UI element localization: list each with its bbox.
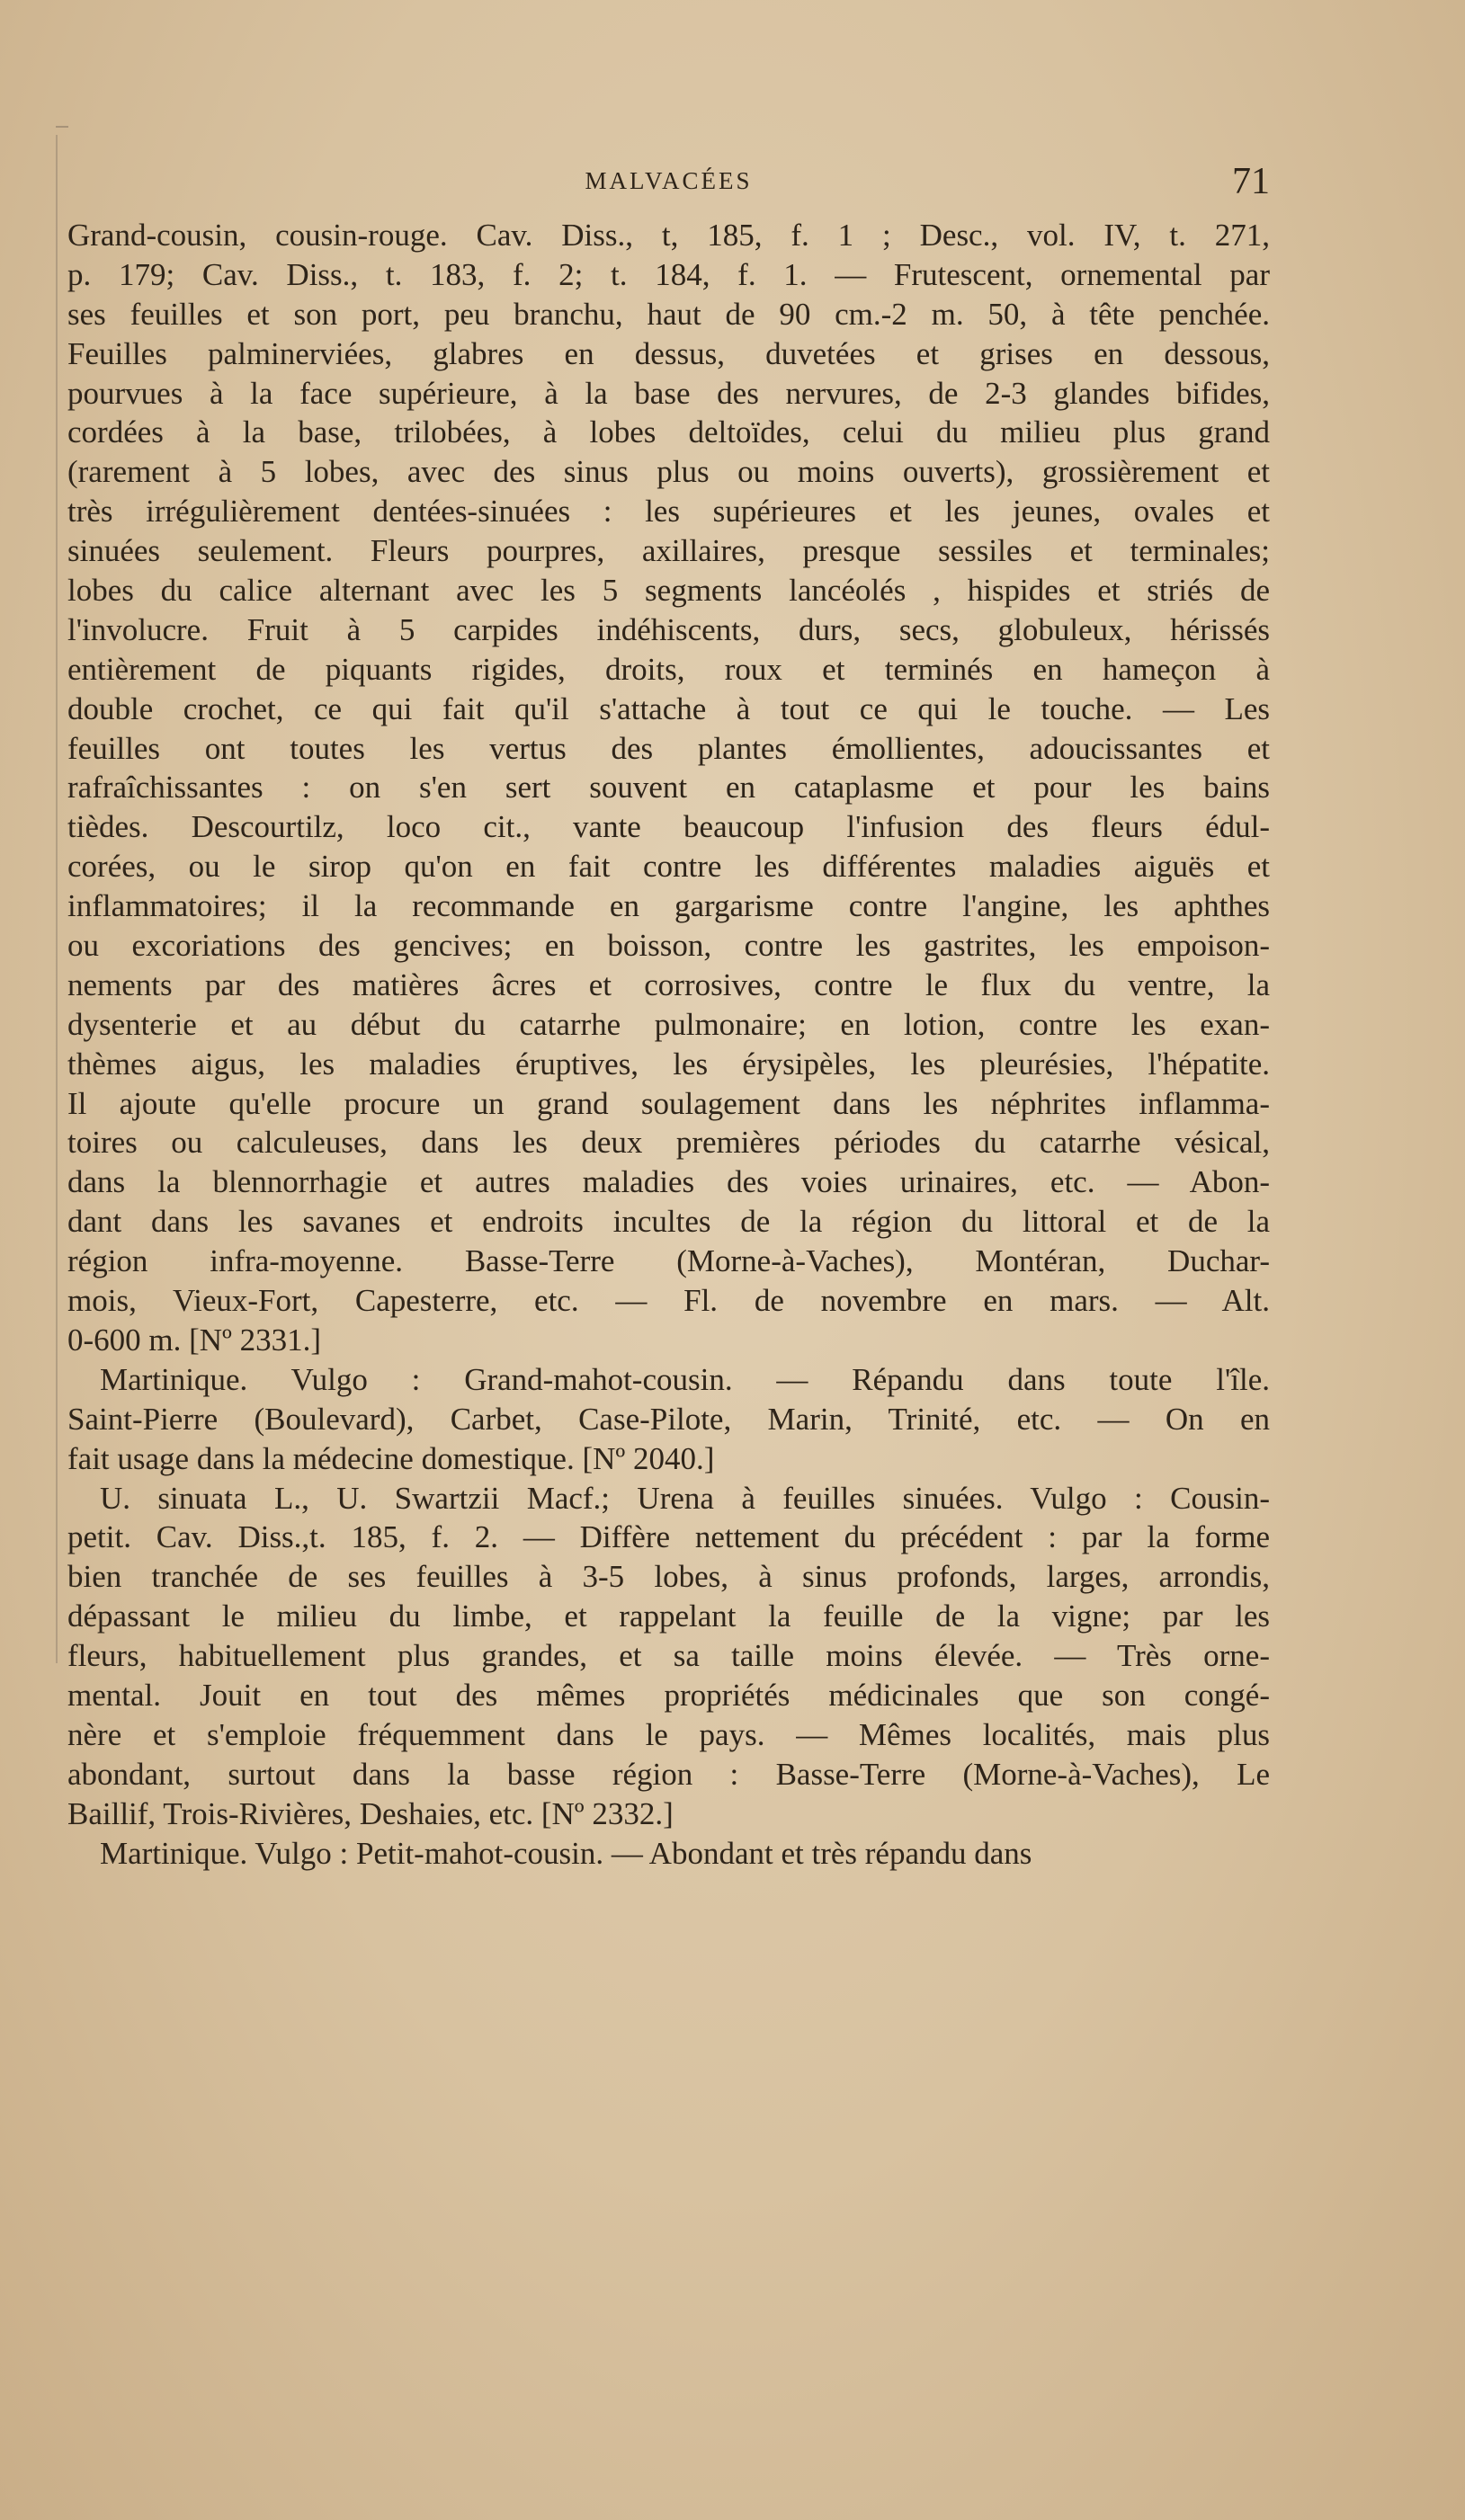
text-line: dans la blennorrhagie et autres maladies des voies urinaires, etc. — Abon- <box>67 1164 1270 1200</box>
body-text <box>67 216 1270 1873</box>
text-line: cordées à la base, trilobées, à lobes deltoïdes, celui du milieu plus grand <box>67 414 1270 450</box>
text-line: Martinique. Vulgo : Grand-mahot-cousin. — Répandu dans toute l'île. <box>100 1361 1270 1397</box>
text-line: l'involucre. Fruit à 5 carpides indéhiscents, durs, secs, globuleux, hérissés <box>67 611 1270 647</box>
text-line: Feuilles palminerviées, glabres en dessus, duvetées et grises en dessous, <box>67 335 1270 371</box>
text-line: fait usage dans la médecine domestique. [Nº 2040.] <box>67 1440 715 1476</box>
text-line: Il ajoute qu'elle procure un grand soulagement dans les néphrites inflamma- <box>67 1085 1270 1121</box>
text-line: abondant, surtout dans la basse région : Basse-Terre (Morne-à-Vaches), Le <box>67 1756 1270 1792</box>
text-line: mental. Jouit en tout des mêmes propriétés médicinales que son congé- <box>67 1677 1270 1713</box>
text-line: Saint-Pierre (Boulevard), Carbet, Case-Pilote, Marin, Trinité, etc. — On en <box>67 1401 1270 1437</box>
text-line: tièdes. Descourtilz, loco cit., vante beaucoup l'infusion des fleurs édul- <box>67 809 1270 845</box>
text-line: très irrégulièrement dentées-sinuées : les supérieures et les jeunes, ovales et <box>67 494 1270 530</box>
margin-line <box>56 135 58 1663</box>
text-line: Martinique. Vulgo : Petit-mahot-cousin. — Abondant et très répandu dans <box>100 1835 1032 1871</box>
text-line: dépassant le milieu du limbe, et rappelant la feuille de la vigne; par les <box>67 1598 1270 1634</box>
text-line: thèmes aigus, les maladies éruptives, les érysipèles, les pleurésies, l'hépatite. <box>67 1046 1270 1082</box>
text-line: Grand-cousin, cousin-rouge. Cav. Diss., t, 185, f. 1 ; Desc., vol. IV, t. 271, <box>67 218 1270 253</box>
text-line: petit. Cav. Diss.,t. 185, f. 2. — Diffère nettement du précédent : par la forme <box>67 1519 1270 1555</box>
text-line: 0-600 m. [Nº 2331.] <box>67 1322 322 1358</box>
text-line: toires ou calculeuses, dans les deux premières périodes du catarrhe vésical, <box>67 1125 1270 1161</box>
text-line: corées, ou le sirop qu'on en fait contre les différentes maladies aiguës et <box>67 849 1270 885</box>
text-line: lobes du calice alternant avec les 5 segments lancéolés , hispides et striés de <box>67 573 1270 609</box>
text-line: mois, Vieux-Fort, Capesterre, etc. — Fl. de novembre en mars. — Alt. <box>67 1283 1270 1319</box>
text-line: double crochet, ce qui fait qu'il s'attache à tout ce qui le touche. — Les <box>67 690 1270 726</box>
page-header <box>67 160 1270 205</box>
text-line: rafraîchissantes : on s'en sert souvent en cataplasme et pour les bains <box>67 770 1270 806</box>
text-line: dysenterie et au début du catarrhe pulmonaire; en lotion, contre les exan- <box>67 1006 1270 1042</box>
text-line: fleurs, habituellement plus grandes, et sa taille moins élevée. — Très orne- <box>67 1638 1270 1674</box>
text-line: inflammatoires; il la recommande en gargarisme contre l'angine, les aphthes <box>67 888 1270 924</box>
text-line: région infra-moyenne. Basse-Terre (Morne-à-Vaches), Montéran, Duchar- <box>67 1243 1270 1279</box>
text-line: pourvues à la face supérieure, à la base des nervures, de 2-3 glandes bifides, <box>67 375 1270 411</box>
text-line: Baillif, Trois-Rivières, Deshaies, etc. [Nº 2332.] <box>67 1795 674 1831</box>
text-line: U. sinuata L., U. Swartzii Macf.; Urena à feuilles sinuées. Vulgo : Cousin- <box>100 1480 1270 1516</box>
text-line: nements par des matières âcres et corrosives, contre le flux du ventre, la <box>67 966 1270 1002</box>
text-line: (rarement à 5 lobes, avec des sinus plus ou moins ouverts), grossièrement et <box>67 454 1270 490</box>
text-line: entièrement de piquants rigides, droits, roux et terminés en hameçon à <box>67 651 1270 687</box>
text-line: feuilles ont toutes les vertus des plantes émollientes, adoucissantes et <box>67 730 1270 766</box>
running-title: MALVACÉES <box>585 167 753 194</box>
text-line: ses feuilles et son port, peu branchu, haut de 90 cm.-2 m. 50, à tête penchée. <box>67 296 1270 332</box>
page-number: 71 <box>1232 161 1270 202</box>
text-line: ou excoriations des gencives; en boisson, contre les gastrites, les empoison- <box>67 928 1270 964</box>
text-line: p. 179; Cav. Diss., t. 183, f. 2; t. 184, f. 1. — Frutescent, ornemental par <box>67 256 1270 292</box>
text-line: dant dans les savanes et endroits incultes de la région du littoral et de la <box>67 1204 1270 1240</box>
text-line: nère et s'emploie fréquemment dans le pays. — Mêmes localités, mais plus <box>67 1716 1270 1752</box>
margin-mark <box>56 126 68 128</box>
text-line: sinuées seulement. Fleurs pourpres, axillaires, presque sessiles et terminales; <box>67 533 1270 569</box>
text-line: bien tranchée de ses feuilles à 3-5 lobes, à sinus profonds, larges, arrondis, <box>67 1559 1270 1595</box>
